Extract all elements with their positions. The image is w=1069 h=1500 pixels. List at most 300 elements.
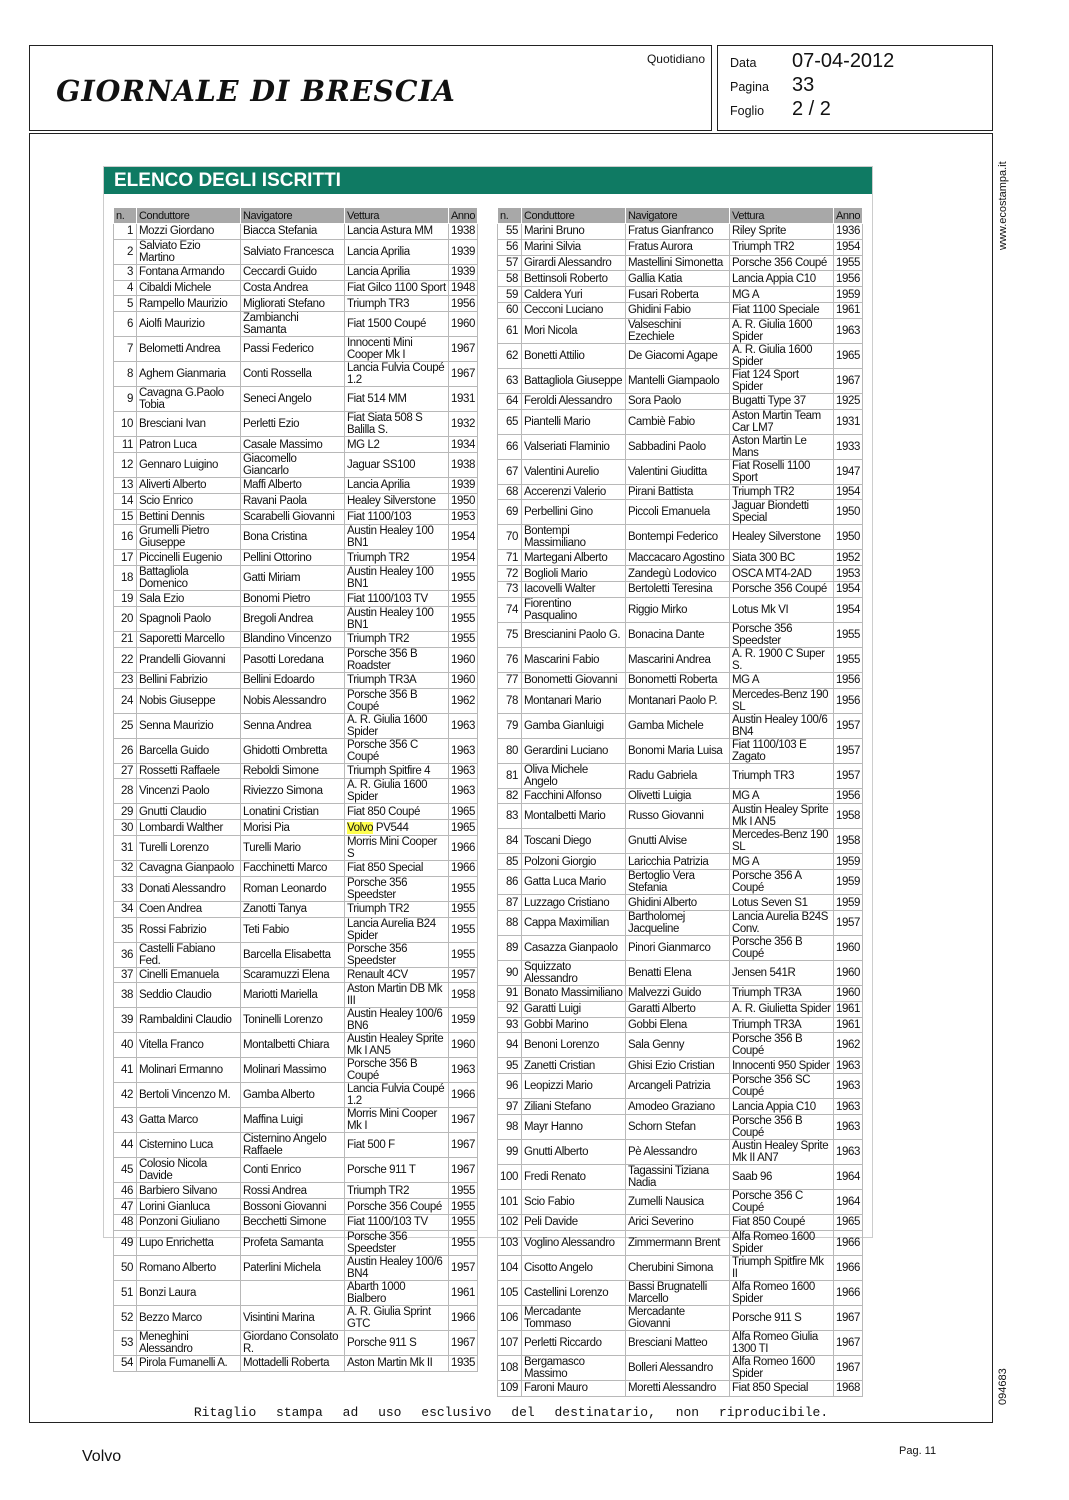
cell-driver: Rampello Maurizio — [137, 296, 241, 312]
cell-driver: Girardi Alessandro — [522, 255, 626, 271]
cell-car: Aston Martin Le Mans — [730, 434, 834, 459]
cell-year: 1965 — [449, 820, 478, 836]
cell-car: Triumph TR2 — [345, 631, 449, 647]
table-row — [114, 525, 478, 550]
column-header-car: Vettura — [730, 208, 834, 224]
cell-year: 1961 — [834, 1017, 863, 1033]
cell-driver: Voglino Alessandro — [522, 1230, 626, 1255]
cell-driver: Grumelli Pietro Giuseppe — [137, 525, 241, 550]
cell-car: Fiat 850 Coupé — [345, 804, 449, 820]
cell-driver: Polzoni Giorgio — [522, 854, 626, 870]
meta-value: 2 / 2 — [792, 98, 831, 120]
cell-year: 1956 — [449, 296, 478, 312]
table-row — [498, 1330, 863, 1355]
cell-driver: Bettini Dennis — [137, 509, 241, 525]
cell-navigator: Bertoletti Teresina — [626, 581, 730, 597]
cell-car: A. R. 1900 C Super S. — [730, 647, 834, 672]
cell-driver: Marini Silvia — [522, 239, 626, 255]
cell-entry-number: 105 — [498, 1280, 522, 1305]
cell-year: 1965 — [834, 1214, 863, 1230]
cell-entry-number: 2 — [114, 239, 137, 264]
cell-car: Porsche 911 S — [345, 1330, 449, 1355]
cell-entry-number: 90 — [498, 960, 522, 985]
table-row — [498, 1099, 863, 1115]
cell-entry-number: 87 — [498, 895, 522, 911]
column-header-entry-number: n. — [498, 208, 522, 224]
cell-driver: Nobis Giuseppe — [137, 688, 241, 713]
cell-car: Triumph TR3 — [730, 763, 834, 788]
cell-driver: Gatta Marco — [137, 1108, 241, 1133]
table-row — [498, 224, 863, 240]
cell-navigator: Biacca Stefania — [241, 224, 345, 240]
cell-driver: Montalbetti Mario — [522, 804, 626, 829]
cell-entry-number: 79 — [498, 713, 522, 738]
table-header-row — [114, 208, 478, 224]
table-row — [498, 302, 863, 318]
cell-year: 1963 — [834, 318, 863, 343]
cell-driver: Gennaro Luigino — [137, 452, 241, 477]
cell-navigator: Bonomi Maria Luisa — [626, 738, 730, 763]
cell-year: 1947 — [834, 459, 863, 484]
cell-driver: Aiolfi Maurizio — [137, 312, 241, 337]
cell-car: MG A — [730, 788, 834, 804]
cell-driver: Bonato Massimiliano — [522, 985, 626, 1001]
table-row — [498, 459, 863, 484]
cell-car: Fiat 514 MM — [345, 387, 449, 412]
table-row — [114, 1230, 478, 1255]
cell-navigator: Conti Rossella — [241, 362, 345, 387]
table-row — [498, 1380, 863, 1396]
cell-year: 1954 — [834, 484, 863, 500]
cell-navigator: Roman Leonardo — [241, 876, 345, 901]
cell-driver: Aliverti Alberto — [137, 477, 241, 493]
table-row — [114, 738, 478, 763]
cell-navigator: Molinari Massimo — [241, 1058, 345, 1083]
meta-sheet — [730, 98, 831, 120]
cell-year: 1966 — [834, 1230, 863, 1255]
column-header-year: Anno — [449, 208, 478, 224]
cell-navigator: Bonomi Pietro — [241, 591, 345, 607]
cell-navigator: Giordano Consolato R. — [241, 1330, 345, 1355]
table-row — [114, 967, 478, 983]
cell-entry-number: 19 — [114, 591, 137, 607]
table-row — [114, 942, 478, 967]
cell-driver: Molinari Ermanno — [137, 1058, 241, 1083]
cell-car: A. R. Giulia Sprint GTC — [345, 1305, 449, 1330]
cell-navigator: Piccoli Emanuela — [626, 500, 730, 525]
table-row — [114, 1108, 478, 1133]
cell-year: 1955 — [449, 1230, 478, 1255]
cell-navigator: Russo Giovanni — [626, 804, 730, 829]
cell-car: Alfa Romeo 1600 Spider — [730, 1230, 834, 1255]
cell-year: 1955 — [449, 942, 478, 967]
cell-driver: Bonometti Giovanni — [522, 672, 626, 688]
entries-table — [497, 207, 863, 1397]
cell-year: 1963 — [834, 1099, 863, 1115]
cell-navigator: Pellini Ottorino — [241, 550, 345, 566]
cell-year: 1958 — [834, 829, 863, 854]
table-row — [498, 763, 863, 788]
cell-year: 1960 — [834, 985, 863, 1001]
cell-driver: Scio Enrico — [137, 493, 241, 509]
cell-year: 1950 — [834, 500, 863, 525]
table-row — [498, 738, 863, 763]
column-header-driver: Conduttore — [137, 208, 241, 224]
cell-car: MG A — [730, 672, 834, 688]
cell-entry-number: 71 — [498, 550, 522, 566]
cell-entry-number: 21 — [114, 631, 137, 647]
cell-year: 1954 — [834, 581, 863, 597]
cell-entry-number: 25 — [114, 713, 137, 738]
cell-year: 1955 — [449, 876, 478, 901]
cell-entry-number: 81 — [498, 763, 522, 788]
cell-car: Triumph TR3A — [730, 985, 834, 1001]
cell-entry-number: 48 — [114, 1214, 137, 1230]
cell-car: Lancia Astura MM — [345, 224, 449, 240]
cell-year: 1954 — [449, 525, 478, 550]
cell-driver: Mozzi Giordano — [137, 224, 241, 240]
table-row — [498, 271, 863, 287]
cell-driver: Patron Luca — [137, 437, 241, 453]
cell-car: Triumph Spitfire 4 — [345, 763, 449, 779]
cell-year: 1966 — [449, 1083, 478, 1108]
cell-year: 1956 — [834, 271, 863, 287]
table-row — [114, 1008, 478, 1033]
cell-navigator: Bonacina Dante — [626, 622, 730, 647]
clip-code-text: 094683 — [997, 1368, 1009, 1405]
cell-navigator: Bontempi Federico — [626, 525, 730, 550]
cell-year: 1954 — [834, 239, 863, 255]
table-row — [498, 287, 863, 303]
cell-car: Porsche 356 B Coupé — [345, 1058, 449, 1083]
cell-entry-number: 101 — [498, 1189, 522, 1214]
cell-driver: Facchini Alfonso — [522, 788, 626, 804]
cell-driver: Iacovelli Walter — [522, 581, 626, 597]
cell-driver: Cappa Maximilian — [522, 910, 626, 935]
cell-navigator: Ravani Paola — [241, 493, 345, 509]
cell-driver: Cisternino Luca — [137, 1133, 241, 1158]
cell-entry-number: 45 — [114, 1158, 137, 1183]
cell-car: Fiat 124 Sport Spider — [730, 368, 834, 393]
cell-navigator: Valseschini Ezechiele — [626, 318, 730, 343]
cell-entry-number: 83 — [498, 804, 522, 829]
cell-driver: Zanetti Cristian — [522, 1058, 626, 1074]
cell-car: Lancia Appia C10 — [730, 271, 834, 287]
cell-car: Innocenti Mini Cooper Mk I — [345, 337, 449, 362]
cell-year: 1933 — [834, 434, 863, 459]
table-row — [114, 1199, 478, 1215]
cell-car: Fiat 500 F — [345, 1133, 449, 1158]
table-row — [498, 1189, 863, 1214]
header-masthead — [29, 45, 712, 131]
cell-navigator: Moretti Alessandro — [626, 1380, 730, 1396]
table-row — [114, 280, 478, 296]
table-row — [114, 1255, 478, 1280]
cell-entry-number: 16 — [114, 525, 137, 550]
cell-entry-number: 43 — [114, 1108, 137, 1133]
cell-driver: Lombardi Walther — [137, 820, 241, 836]
cell-entry-number: 67 — [498, 459, 522, 484]
cell-entry-number: 35 — [114, 917, 137, 942]
table-row — [498, 1001, 863, 1017]
table-row — [114, 452, 478, 477]
table-row — [114, 239, 478, 264]
cell-car: Morris Mini Cooper S — [345, 835, 449, 860]
cell-entry-number: 80 — [498, 738, 522, 763]
cell-year: 1963 — [449, 763, 478, 779]
cell-car: Porsche 356 B Roadster — [345, 647, 449, 672]
cell-navigator: Scarabelli Giovanni — [241, 509, 345, 525]
cell-entry-number: 58 — [498, 271, 522, 287]
table-row — [114, 224, 478, 240]
cell-year: 1959 — [834, 854, 863, 870]
table-row — [498, 910, 863, 935]
table-row — [114, 1083, 478, 1108]
cell-navigator: Bona Cristina — [241, 525, 345, 550]
cell-entry-number: 93 — [498, 1017, 522, 1033]
cell-entry-number: 49 — [114, 1230, 137, 1255]
cell-car: Porsche 356 Coupé — [730, 581, 834, 597]
table-row — [114, 509, 478, 525]
cell-year: 1967 — [834, 1305, 863, 1330]
cell-car: Fiat 1100/103 — [345, 509, 449, 525]
publication-type: Quotidiano — [646, 52, 705, 66]
cell-entry-number: 91 — [498, 985, 522, 1001]
table-row — [114, 1183, 478, 1199]
cell-year: 1955 — [449, 1183, 478, 1199]
cell-navigator: Gallia Katia — [626, 271, 730, 287]
table-header-row — [498, 208, 863, 224]
table-row — [114, 606, 478, 631]
cell-year: 1955 — [834, 622, 863, 647]
cell-car: Aston Martin Team Car LM7 — [730, 409, 834, 434]
cell-car: Fiat Gilco 1100 Sport — [345, 280, 449, 296]
cell-navigator: Pirani Battista — [626, 484, 730, 500]
cell-navigator: Schorn Stefan — [626, 1114, 730, 1139]
cell-entry-number: 40 — [114, 1033, 137, 1058]
entries-table — [113, 207, 478, 1372]
cell-driver: Senna Maurizio — [137, 713, 241, 738]
cell-driver: Caldera Yuri — [522, 287, 626, 303]
table-row — [498, 1280, 863, 1305]
cell-year: 1964 — [834, 1189, 863, 1214]
cell-car: Porsche 911 T — [345, 1158, 449, 1183]
cell-navigator: Mantelli Giampaolo — [626, 368, 730, 393]
cell-driver: Barbiero Silvano — [137, 1183, 241, 1199]
cell-driver: Bettinsoli Roberto — [522, 271, 626, 287]
cell-driver: Lupo Enrichetta — [137, 1230, 241, 1255]
cell-car: Lancia Aprilia — [345, 477, 449, 493]
table-row — [498, 688, 863, 713]
cell-car: A. R. Giulia 1600 Spider — [345, 713, 449, 738]
cell-year: 1967 — [449, 1108, 478, 1133]
cell-car: Fiat 1100/103 TV — [345, 1214, 449, 1230]
table-row — [114, 1033, 478, 1058]
cell-driver: Marini Bruno — [522, 224, 626, 240]
cell-entry-number: 33 — [114, 876, 137, 901]
cell-year: 1938 — [449, 224, 478, 240]
cell-car: MG L2 — [345, 437, 449, 453]
cell-navigator: Zimmermann Brent — [626, 1230, 730, 1255]
cell-year: 1950 — [449, 493, 478, 509]
cell-entry-number: 3 — [114, 264, 137, 280]
highlighted-keyword: Volvo — [347, 821, 374, 834]
cell-navigator: Reboldi Simone — [241, 763, 345, 779]
cell-entry-number: 54 — [114, 1355, 137, 1371]
cell-year: 1967 — [834, 1355, 863, 1380]
cell-year: 1959 — [834, 895, 863, 911]
cell-car: Porsche 356 Speedster — [345, 1230, 449, 1255]
cell-entry-number: 62 — [498, 343, 522, 368]
cell-navigator: Bellini Edoardo — [241, 672, 345, 688]
cell-car: Porsche 356 B Coupé — [730, 935, 834, 960]
cell-navigator: Ceccardi Guido — [241, 264, 345, 280]
column-header-navigator: Navigatore — [241, 208, 345, 224]
cell-year: 1966 — [834, 1280, 863, 1305]
cell-entry-number: 59 — [498, 287, 522, 303]
cell-driver: Rossi Fabrizio — [137, 917, 241, 942]
cell-car: MG A — [730, 854, 834, 870]
table-row — [498, 1255, 863, 1280]
table-row — [498, 525, 863, 550]
cell-navigator: Zanotti Tanya — [241, 901, 345, 917]
cell-year: 1967 — [449, 337, 478, 362]
cell-navigator: Bregoli Andrea — [241, 606, 345, 631]
table-row — [498, 434, 863, 459]
cell-navigator: Nobis Alessandro — [241, 688, 345, 713]
cell-entry-number: 8 — [114, 362, 137, 387]
cell-year: 1963 — [834, 1074, 863, 1099]
cell-driver: Piccinelli Eugenio — [137, 550, 241, 566]
table-row — [114, 550, 478, 566]
cell-year: 1957 — [834, 910, 863, 935]
cell-navigator: Teti Fabio — [241, 917, 345, 942]
cell-navigator: Giacomello Giancarlo — [241, 452, 345, 477]
cell-car: Triumph TR2 — [345, 550, 449, 566]
cell-navigator: Migliorati Stefano — [241, 296, 345, 312]
cell-car: A. R. Giulietta Spider — [730, 1001, 834, 1017]
cell-entry-number: 70 — [498, 525, 522, 550]
cell-driver: Feroldi Alessandro — [522, 393, 626, 409]
cell-car: Lancia Aurelia B24 Spider — [345, 917, 449, 942]
cell-year: 1939 — [449, 264, 478, 280]
cell-year: 1959 — [834, 287, 863, 303]
cell-year: 1961 — [834, 1001, 863, 1017]
table-row — [114, 1355, 478, 1371]
table-row — [114, 647, 478, 672]
cell-driver: Perbellini Gino — [522, 500, 626, 525]
cell-year: 1955 — [449, 1199, 478, 1215]
cell-entry-number: 95 — [498, 1058, 522, 1074]
cell-entry-number: 102 — [498, 1214, 522, 1230]
cell-car: Triumph TR3A — [730, 1017, 834, 1033]
cell-driver: Prandelli Giovanni — [137, 647, 241, 672]
cell-driver: Spagnoli Paolo — [137, 606, 241, 631]
table-row — [498, 1230, 863, 1255]
cell-entry-number: 106 — [498, 1305, 522, 1330]
cell-year: 1963 — [449, 738, 478, 763]
cell-driver: Bonetti Attilio — [522, 343, 626, 368]
cell-entry-number: 73 — [498, 581, 522, 597]
cell-car: Triumph TR2 — [345, 901, 449, 917]
cell-entry-number: 51 — [114, 1280, 137, 1305]
column-header-entry-number: n. — [114, 208, 137, 224]
cell-car: Austin Healey 100/6 BN4 — [345, 1255, 449, 1280]
cell-navigator: Scaramuzzi Elena — [241, 967, 345, 983]
table-row — [498, 1305, 863, 1330]
cell-driver: Barcella Guido — [137, 738, 241, 763]
cell-navigator: Salviato Francesca — [241, 239, 345, 264]
cell-car: Healey Silverstone — [345, 493, 449, 509]
table-row — [114, 1133, 478, 1158]
cell-year: 1931 — [834, 409, 863, 434]
cell-entry-number: 99 — [498, 1139, 522, 1164]
cell-entry-number: 27 — [114, 763, 137, 779]
cell-navigator: Mascarini Andrea — [626, 647, 730, 672]
cell-navigator: Sabbadini Paolo — [626, 434, 730, 459]
cell-car: Porsche 356 B Coupé — [345, 688, 449, 713]
cell-year: 1955 — [449, 566, 478, 591]
cell-navigator: Maffina Luigi — [241, 1108, 345, 1133]
cell-entry-number: 86 — [498, 870, 522, 895]
cell-entry-number: 7 — [114, 337, 137, 362]
cell-driver: Cavagna G.Paolo Tobia — [137, 387, 241, 412]
cell-navigator: Maccacaro Agostino — [626, 550, 730, 566]
cell-driver: Rambaldini Claudio — [137, 1008, 241, 1033]
cell-entry-number: 65 — [498, 409, 522, 434]
cell-car: Mercedes-Benz 190 SL — [730, 688, 834, 713]
cell-entry-number: 29 — [114, 804, 137, 820]
cell-car: Austin Healey Sprite Mk I AN5 — [345, 1033, 449, 1058]
table-row — [114, 1305, 478, 1330]
cell-car: Lancia Fulvia Coupé 1.2 — [345, 362, 449, 387]
cell-entry-number: 18 — [114, 566, 137, 591]
cell-entry-number: 56 — [498, 239, 522, 255]
cell-driver: Battagliola Domenico — [137, 566, 241, 591]
cell-year: 1957 — [449, 1255, 478, 1280]
cell-driver: Cinelli Emanuela — [137, 967, 241, 983]
cell-car: Mercedes-Benz 190 SL — [730, 829, 834, 854]
cell-driver: Perletti Riccardo — [522, 1330, 626, 1355]
cell-year: 1958 — [449, 983, 478, 1008]
cell-driver: Ponzoni Giuliano — [137, 1214, 241, 1230]
cell-driver: Fontana Armando — [137, 264, 241, 280]
cell-car: Fiat Roselli 1100 Sport — [730, 459, 834, 484]
cell-driver: Cisotto Angelo — [522, 1255, 626, 1280]
table-row — [498, 647, 863, 672]
cell-navigator: Conti Enrico — [241, 1158, 345, 1183]
cell-driver: Gnutti Claudio — [137, 804, 241, 820]
cell-car: A. R. Giulia 1600 Spider — [730, 318, 834, 343]
meta-value: 07-04-2012 — [792, 50, 895, 72]
cell-navigator: Bertoglio Vera Stefania — [626, 870, 730, 895]
cell-entry-number: 60 — [498, 302, 522, 318]
cell-driver: Montanari Mario — [522, 688, 626, 713]
cell-driver: Pirola Fumanelli A. — [137, 1355, 241, 1371]
cell-year: 1939 — [449, 239, 478, 264]
table-row — [498, 393, 863, 409]
cell-navigator: Fusari Roberta — [626, 287, 730, 303]
cell-car: Fiat 850 Special — [730, 1380, 834, 1396]
cell-year: 1959 — [449, 1008, 478, 1033]
cell-driver: Brescianini Paolo G. — [522, 622, 626, 647]
table-row — [498, 597, 863, 622]
table-row — [114, 387, 478, 412]
cell-navigator: Montanari Paolo P. — [626, 688, 730, 713]
cell-car: Lotus Seven S1 — [730, 895, 834, 911]
cell-year: 1960 — [834, 960, 863, 985]
cell-entry-number: 78 — [498, 688, 522, 713]
